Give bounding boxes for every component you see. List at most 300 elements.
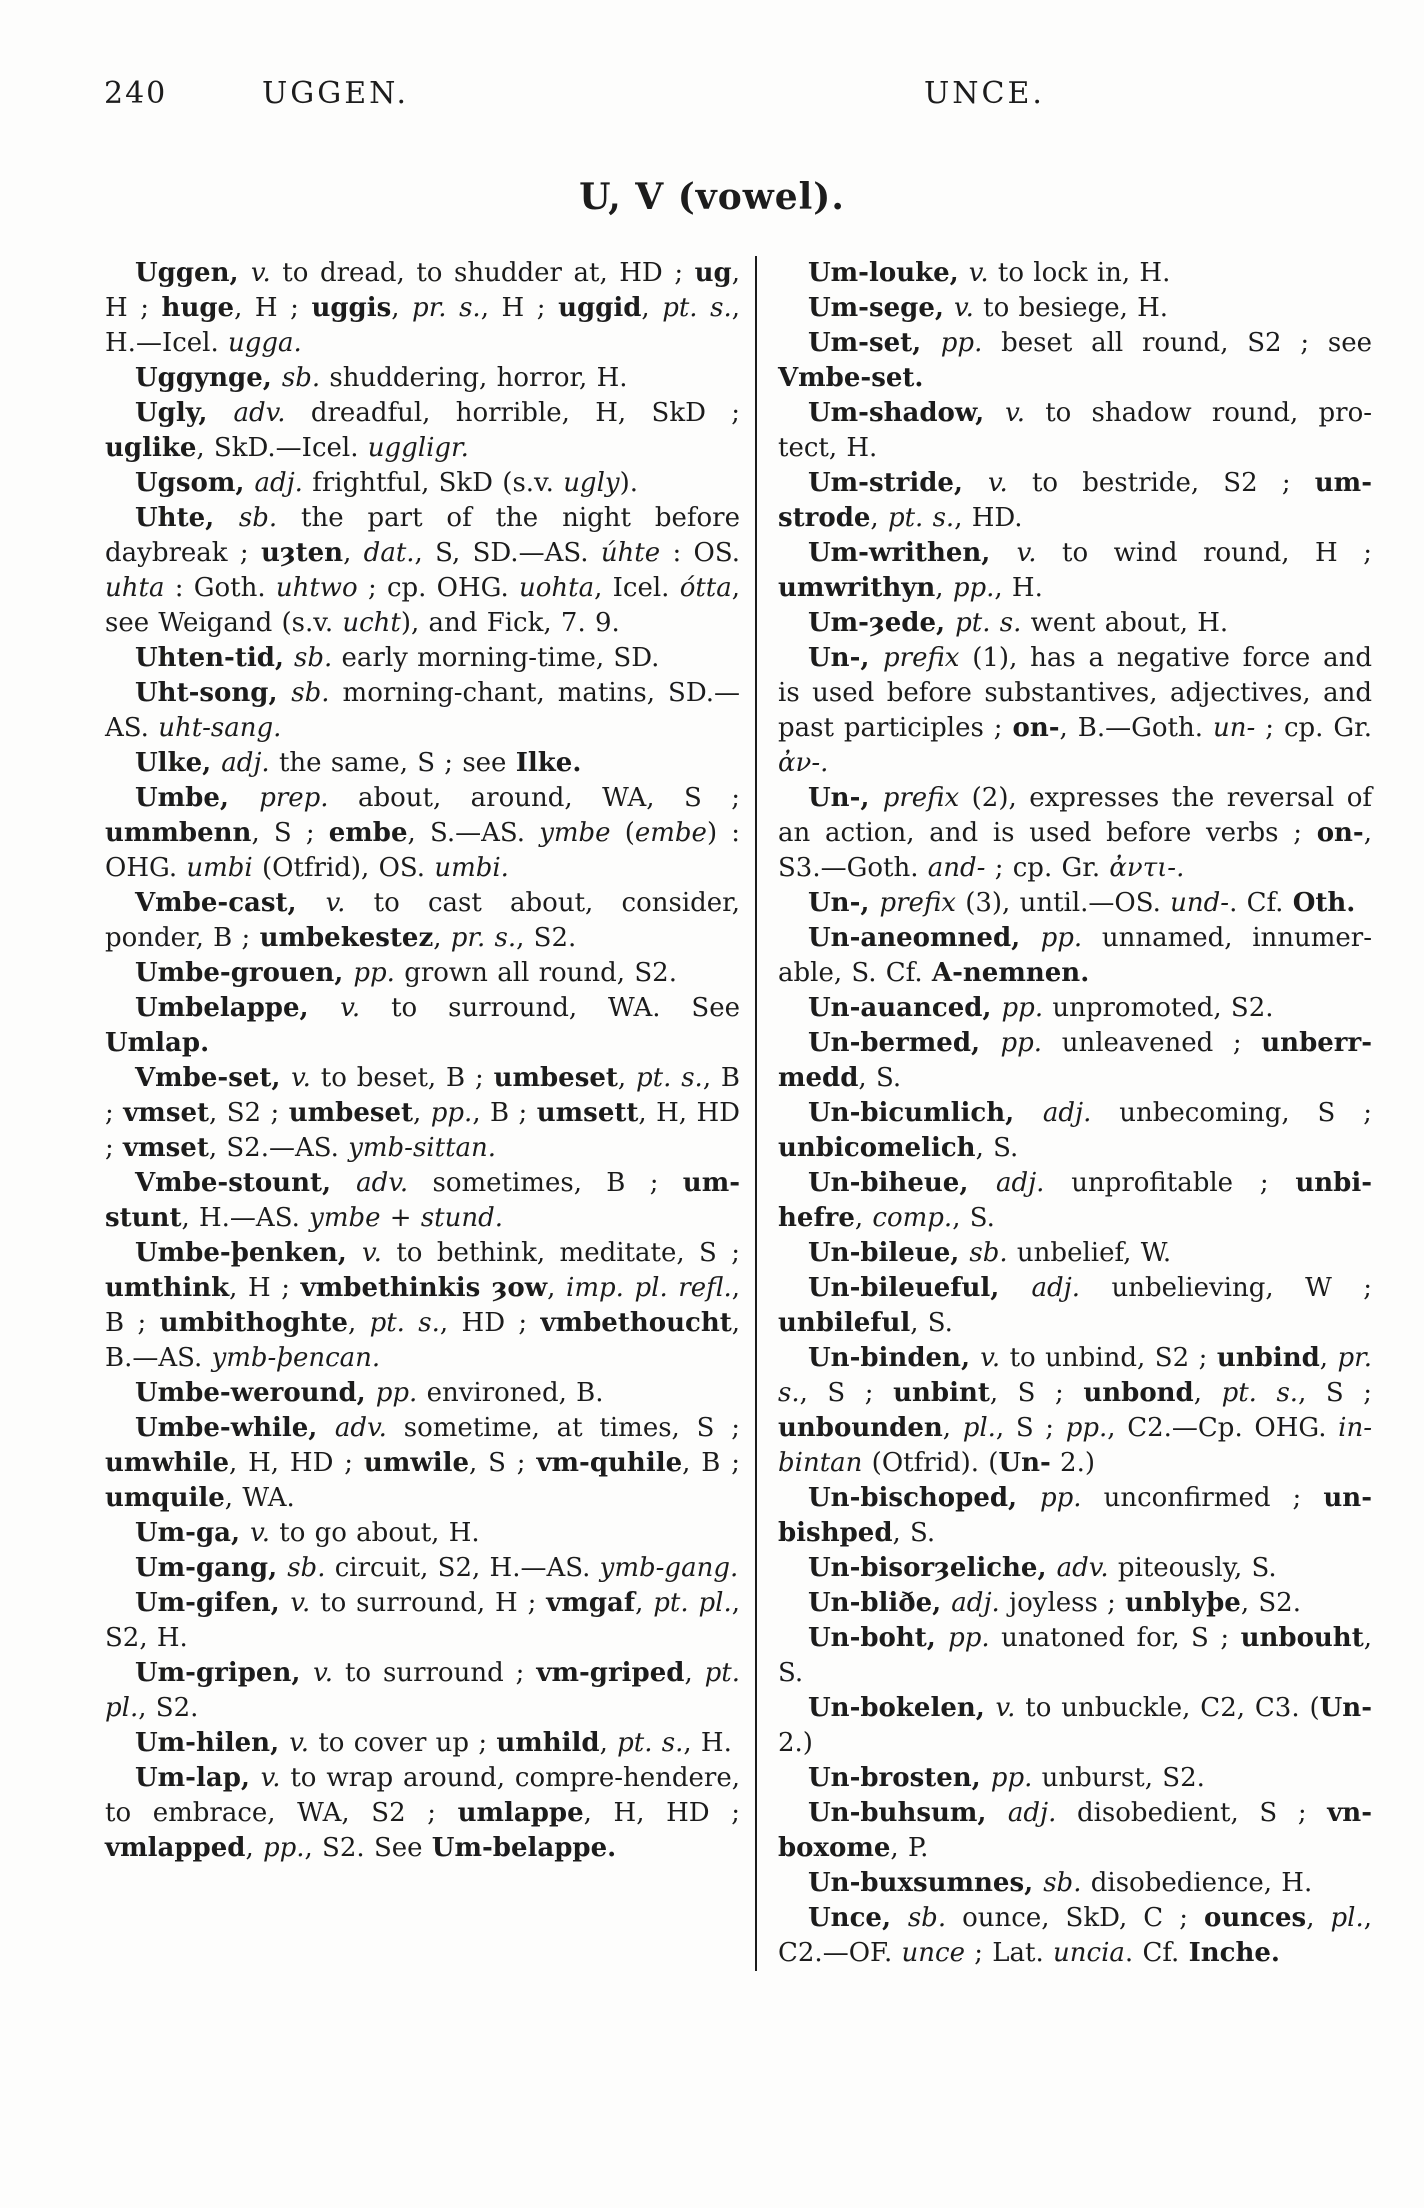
dictionary-entry (778, 1796, 1372, 1866)
entry-text: circuit, S2, H.—AS. (325, 1553, 600, 1583)
dictionary-entry (105, 641, 740, 676)
entry-italic-text: uggligr. (367, 433, 469, 463)
entry-text: , (635, 1588, 654, 1618)
entry-text: ), and Fick, 7. 9. (400, 608, 620, 638)
entry-italic-text: sb. (294, 643, 333, 673)
entry-text: unbelieving, W ; (1080, 1273, 1372, 1303)
entry-italic-text: v. (968, 258, 989, 288)
entry-italic-text: pr. s. (412, 293, 481, 323)
dictionary-entry (105, 746, 740, 781)
entry-italic-text: pt. pl. (653, 1588, 732, 1618)
entry-text: , H.—Icel. (105, 293, 741, 358)
dictionary-entry (105, 256, 740, 361)
entry-bold-text: vmbethinkis ȝow (300, 1273, 548, 1303)
entry-text: morning-chant, matins, SD.—AS. (105, 678, 741, 743)
entry-bold-text: huge (161, 293, 235, 323)
entry-bold-text: Um-set, (808, 328, 941, 358)
entry-bold-text: umbithoghte (159, 1308, 348, 1338)
entry-bold-text: Vmbe-stount, (135, 1168, 357, 1198)
entry-bold-text: embe (328, 818, 408, 848)
entry-text: , S.—AS. (407, 818, 540, 848)
running-head-right-word: UNCE. (924, 76, 1045, 111)
entry-italic-text: ymbe + stund. (309, 1203, 504, 1233)
entry-text: to shadow round, pro-tect, H. (778, 398, 1373, 463)
entry-text: , HD. (954, 503, 1023, 533)
entry-italic-text: pp. (430, 1098, 473, 1128)
entry-bold-text: Un-bicumlich, (808, 1098, 1043, 1128)
entry-bold-text: uglike (105, 433, 197, 463)
entry-text: to cast about, consider, ponder, B ; (105, 888, 740, 953)
entry-italic-text: pp. (1001, 993, 1044, 1023)
entry-text: , C2.—Cp. OHG. (1107, 1413, 1339, 1443)
entry-italic-text: v. (313, 1658, 334, 1688)
entry-text: , (599, 1728, 618, 1758)
entry-bold-text: Un-, (808, 783, 883, 813)
entry-text: , S2. See (304, 1833, 432, 1863)
entry-italic-text: uht-sang. (158, 713, 282, 743)
entry-italic-text: pt. pl. (105, 1658, 740, 1723)
entry-bold-text: vmset (123, 1133, 209, 1163)
dictionary-entry (778, 781, 1372, 886)
dictionary-entry (778, 886, 1372, 921)
section-title-note: (vowel). (664, 176, 845, 218)
entry-italic-text: adj. (221, 748, 270, 778)
dictionary-entry (105, 1516, 740, 1551)
entry-bold-text: vmlapped (105, 1833, 246, 1863)
entry-italic-text: uncia (1053, 1938, 1125, 1968)
entry-text: shuddering, horror, H. (320, 363, 628, 393)
entry-bold-text: A-nemnen. (931, 958, 1090, 988)
entry-bold-text: vmgaf (546, 1588, 636, 1618)
entry-bold-text: Umbe-þenken, (135, 1238, 363, 1268)
entry-text: to wrap around, compre-hendere, to embrace, WA, S2 ; (105, 1763, 741, 1828)
entry-text: unatoned for, S ; (989, 1623, 1241, 1653)
entry-italic-text: pl. (1330, 1903, 1364, 1933)
dictionary-entry (105, 361, 740, 396)
entry-italic-text: ucht (342, 608, 401, 638)
entry-text: , (684, 1658, 705, 1688)
entry-italic-text: v. (260, 1763, 281, 1793)
entry-italic-text: ugly (563, 468, 620, 498)
entry-italic-text: pp. (375, 1378, 418, 1408)
entry-bold-text: Un-bliðe, (808, 1588, 952, 1618)
entry-bold-text: vmbethoucht (540, 1308, 732, 1338)
entry-bold-text: umhild (496, 1728, 600, 1758)
entry-italic-text: adj. (951, 1588, 1000, 1618)
entry-text: , H ; (229, 1273, 301, 1303)
entry-text: , S ; (1298, 1378, 1372, 1408)
entry-bold-text: unbi-hefre (778, 1168, 1373, 1233)
entry-text: , B ; (105, 1273, 740, 1338)
entry-text: , (391, 293, 413, 323)
entry-text: to unbind, S2 ; (1000, 1343, 1217, 1373)
entry-bold-text: Umbe-while, (135, 1413, 335, 1443)
dictionary-entry (105, 991, 740, 1061)
entry-italic-text: prep. (259, 783, 329, 813)
entry-italic-text: v. (995, 1693, 1016, 1723)
entry-bold-text: Umbe-grouen, (135, 958, 354, 988)
entry-italic-text: pp. (353, 958, 395, 988)
entry-text: to wind round, H ; (1036, 538, 1372, 568)
entry-text: , Icel. (594, 573, 680, 603)
entry-text: , H, HD ; (229, 1448, 364, 1478)
entry-text: , H. (994, 573, 1043, 603)
entry-italic-text: pp. (1039, 1483, 1082, 1513)
entry-text: , C2.—OF. (778, 1903, 1373, 1968)
entry-text: , (343, 538, 364, 568)
entry-text: , S2. (516, 923, 577, 953)
entry-text: , S. (952, 1203, 995, 1233)
dictionary-entry (105, 1656, 740, 1726)
entry-italic-text: pt. s. (617, 1728, 684, 1758)
entry-text: ounce, SkD, C ; (946, 1903, 1205, 1933)
entry-text: unprofitable ; (1044, 1168, 1296, 1198)
entry-bold-text: Un- (1319, 1693, 1372, 1723)
entry-bold-text: ounces (1204, 1903, 1307, 1933)
entry-italic-text: v. (980, 1343, 1001, 1373)
entry-text: , S ; (799, 1378, 894, 1408)
dictionary-entry (778, 1621, 1372, 1691)
entry-bold-text: unbouht (1240, 1623, 1364, 1653)
entry-bold-text: Um-belappe. (431, 1833, 617, 1863)
dictionary-entry (778, 396, 1372, 466)
dictionary-entry (778, 1236, 1372, 1271)
dictionary-entry (778, 1551, 1372, 1586)
entry-bold-text: vm-griped (536, 1658, 685, 1688)
entry-bold-text: on- (1012, 713, 1060, 743)
entry-text: , S3.—Goth. (778, 818, 1372, 883)
entry-text: the same, S ; see (269, 748, 516, 778)
entry-italic-text: sb. (238, 503, 278, 533)
dictionary-entry (778, 326, 1372, 396)
entry-bold-text: Un-bischoped, (808, 1483, 1040, 1513)
dictionary-entry (778, 991, 1372, 1026)
entry-italic-text: v. (953, 293, 974, 323)
entry-italic-text: sb. (1043, 1868, 1082, 1898)
entry-text: unbecoming, S ; (1091, 1098, 1372, 1128)
left-column (105, 256, 740, 1971)
dictionary-entry (105, 1551, 740, 1586)
entry-text: , S2. (1240, 1588, 1301, 1618)
entry-text: , S ; (995, 1413, 1066, 1443)
entry-italic-text: pp. (948, 1623, 990, 1653)
entry-text: , H.—AS. (181, 1203, 310, 1233)
entry-bold-text: umwrithyn (778, 573, 936, 603)
entry-italic-text: pt. s. (887, 503, 955, 533)
entry-text: ( (610, 818, 635, 848)
entry-bold-text: Un-buhsum, (808, 1798, 1008, 1828)
dictionary-entry (778, 291, 1372, 326)
entry-italic-text: v. (325, 888, 346, 918)
entry-text: ). (619, 468, 639, 498)
entry-bold-text: um-stunt (105, 1168, 741, 1233)
entry-bold-text: umbeset (493, 1063, 618, 1093)
entry-bold-text: Un-boht, (808, 1623, 949, 1653)
entry-bold-text: Umbe, (135, 783, 260, 813)
entry-bold-text: Un-biheue, (808, 1168, 996, 1198)
entry-text: unnamed, innumer-able, S. Cf. (778, 923, 1372, 988)
entry-italic-text: prefix (883, 643, 960, 673)
entry-text: , H ; (480, 293, 559, 323)
entry-bold-text: Uggen, (135, 258, 251, 288)
entry-italic-text: pr. s. (778, 1343, 1373, 1408)
entry-bold-text: Um-gang, (135, 1553, 288, 1583)
entry-text: , S2.—AS. (208, 1133, 349, 1163)
entry-text: , S2, H. (105, 1588, 740, 1653)
dictionary-entry (778, 1271, 1372, 1341)
entry-bold-text: unbind (1216, 1343, 1320, 1373)
entry-text: . Cf. (1229, 888, 1293, 918)
entry-italic-text: v. (987, 468, 1008, 498)
entry-text: went about, H. (1021, 608, 1229, 638)
entry-text: , H, HD ; (583, 1798, 740, 1828)
entry-bold-text: Um-hilen, (135, 1728, 290, 1758)
entry-text: environed, B. (417, 1378, 604, 1408)
dictionary-entry (778, 256, 1372, 291)
entry-bold-text: Uhten-tid, (135, 643, 294, 673)
dictionary-entry (105, 956, 740, 991)
dictionary-entry (105, 1761, 740, 1866)
entry-text: frightful, SkD (s.v. (302, 468, 564, 498)
entry-text: , P. (890, 1833, 929, 1863)
entry-text: , S ; (251, 818, 329, 848)
entry-italic-text: and- (927, 853, 986, 883)
entry-italic-text: ymbe (539, 818, 611, 848)
entry-bold-text: vn-boxome (778, 1798, 1373, 1863)
entry-text: beset all round, S2 ; see (982, 328, 1372, 358)
entry-italic-text: ymb-þencan. (211, 1343, 381, 1373)
entry-italic-text: v. (290, 1588, 311, 1618)
entry-italic-text: und- (1170, 888, 1230, 918)
entry-text: , (413, 1098, 431, 1128)
entry-italic-text: ymb-gang. (599, 1553, 739, 1583)
dictionary-entry (105, 1726, 740, 1761)
entry-bold-text: Um-ȝede, (808, 608, 956, 638)
entry-italic-text: pp. (952, 573, 995, 603)
entry-text: unbelief, W. (1007, 1238, 1172, 1268)
entry-italic-text: adj. (995, 1168, 1045, 1198)
page-number: 240 (104, 76, 168, 111)
entry-text: unconfirmed ; (1081, 1483, 1324, 1513)
entry-text: , H ; (105, 258, 740, 323)
dictionary-entry (778, 1096, 1372, 1166)
entry-italic-text: v. (289, 1728, 310, 1758)
dictionary-entry (778, 1866, 1372, 1901)
entry-bold-text: Un-bermed, (808, 1028, 1001, 1058)
entry-text: , (245, 1833, 263, 1863)
dictionary-entry (778, 1691, 1372, 1761)
entry-text: joyless ; (999, 1588, 1126, 1618)
entry-text: (1), has a negative force and is used before substantives, adjectives, and past participles ; (778, 643, 1372, 743)
entry-text: : Goth. (164, 573, 276, 603)
entry-bold-text: on- (1316, 818, 1364, 848)
entry-bold-text: umbekestez (259, 923, 434, 953)
entry-text: , B ; (105, 1063, 741, 1128)
entry-bold-text: Ugsom, (135, 468, 255, 498)
entry-bold-text: Um-ga, (135, 1518, 251, 1548)
dictionary-entry (105, 396, 740, 466)
entry-text: 2.) (778, 1728, 813, 1758)
entry-italic-text: adv. (1056, 1553, 1109, 1583)
entry-text: to dread, to shudder at, HD ; (270, 258, 695, 288)
entry-italic-text: ótta (679, 573, 732, 603)
entry-bold-text: Uhte, (135, 503, 239, 533)
entry-text: (2), expresses the reversal of an action, and is used before verbs ; (778, 783, 1372, 848)
entry-italic-text: sb. (281, 363, 321, 393)
entry-text: , (942, 1413, 963, 1443)
entry-text: to go about, H. (269, 1518, 480, 1548)
dictionary-entry (105, 676, 740, 746)
entry-italic-text: pp. (1065, 1413, 1108, 1443)
entry-text: , (854, 1203, 873, 1233)
running-head-left-word: UGGEN. (262, 76, 409, 111)
entry-text: , (870, 503, 888, 533)
entry-bold-text: Un-bileueful, (808, 1273, 1032, 1303)
entry-bold-text: Ulke, (135, 748, 222, 778)
entry-text: ; cp. OHG. (357, 573, 520, 603)
entry-italic-text: adv. (334, 1413, 387, 1443)
entry-text: , B.—Goth. (1059, 713, 1213, 743)
entry-text: , (641, 293, 663, 323)
entry-italic-text: embe (634, 818, 707, 848)
entry-italic-text: pp. (1040, 923, 1083, 953)
dictionary-entry (105, 781, 740, 886)
entry-bold-text: Um-lap, (135, 1763, 261, 1793)
entry-text: , (433, 923, 451, 953)
entry-text: , S ; (989, 1378, 1084, 1408)
entry-bold-text: Vmbe-set. (778, 363, 924, 393)
entry-italic-text: imp. pl. refl. (566, 1273, 732, 1303)
entry-bold-text: Um-gifen, (135, 1588, 291, 1618)
entry-bold-text: Umlap. (105, 1028, 210, 1058)
entry-text: , (1306, 1903, 1331, 1933)
entry-bold-text: Um-shadow, (808, 398, 1006, 428)
entry-bold-text: Un-aneomned, (808, 923, 1041, 953)
entry-italic-text: uohta (519, 573, 595, 603)
entry-bold-text: vm-quhile (536, 1448, 683, 1478)
entry-text: : OS. (660, 538, 740, 568)
entry-text: , SkD.—Icel. (196, 433, 368, 463)
entry-italic-text: pp. (990, 1763, 1033, 1793)
entry-italic-text: ἀντι-. (1109, 853, 1185, 883)
entry-italic-text: pt. s. (1221, 1378, 1299, 1408)
dictionary-entry (778, 536, 1372, 606)
entry-text: . Cf. (1124, 1938, 1189, 1968)
entry-text: sometimes, B ; (408, 1168, 683, 1198)
dictionary-entry (778, 1586, 1372, 1621)
entry-italic-text: pt. s. (369, 1308, 440, 1338)
entry-italic-text: sb. (907, 1903, 947, 1933)
dictionary-entry (105, 466, 740, 501)
entry-text: dreadful, horrible, H, SkD ; (285, 398, 740, 428)
entry-italic-text: pr. s. (450, 923, 517, 953)
entry-text: piteously, S. (1108, 1553, 1277, 1583)
entry-text: to besiege, H. (973, 293, 1169, 323)
dictionary-entry (778, 466, 1372, 536)
entry-text: , (935, 573, 953, 603)
entry-text: ; cp. Gr. (1255, 713, 1372, 743)
entry-bold-text: Um-writhen, (808, 538, 1017, 568)
entry-bold-text: Un-brosten, (808, 1763, 991, 1793)
entry-bold-text: un-bishped (778, 1483, 1372, 1548)
entry-text: , B.—AS. (105, 1308, 741, 1373)
entry-bold-text: ummbenn (105, 818, 252, 848)
entry-text: , HD ; (439, 1308, 541, 1338)
entry-bold-text: Inche. (1188, 1938, 1280, 1968)
entry-italic-text: pt. s. (636, 1063, 703, 1093)
entry-text: , (617, 1063, 636, 1093)
entry-text: , see Weigand (s.v. (105, 573, 741, 638)
entry-bold-text: Un-bileue, (808, 1238, 970, 1268)
entry-italic-text: dat. (363, 538, 415, 568)
entry-italic-text: pl. (962, 1413, 996, 1443)
entry-text: ; cp. Gr. (985, 853, 1110, 883)
entry-bold-text: unbond (1083, 1378, 1194, 1408)
entry-italic-text: pt. s. (955, 608, 1022, 638)
entry-italic-text: pp. (262, 1833, 305, 1863)
entry-bold-text: umlappe (457, 1798, 584, 1828)
entry-text: , S. (778, 1623, 1372, 1688)
section-title-letters: U, V (579, 176, 665, 218)
entry-bold-text: Umbe-weround, (135, 1378, 376, 1408)
entry-bold-text: umwile (363, 1448, 470, 1478)
entry-italic-text: v. (1005, 398, 1026, 428)
entry-italic-text: unce (901, 1938, 965, 1968)
entry-bold-text: um-strode (778, 468, 1372, 533)
entry-text: , B ; (682, 1448, 740, 1478)
entry-bold-text: Um-louke, (808, 258, 969, 288)
entry-text: disobedient, S ; (1056, 1798, 1328, 1828)
entry-italic-text: v. (291, 1063, 311, 1093)
entry-text: ) : OHG. (105, 818, 740, 883)
entry-italic-text: v. (250, 1518, 270, 1548)
entry-italic-text: ymb-sittan. (348, 1133, 497, 1163)
entry-bold-text: unbileful (778, 1308, 911, 1338)
dictionary-entry (778, 641, 1372, 781)
entry-bold-text: Um-sege, (808, 293, 954, 323)
entry-italic-text: v. (250, 258, 271, 288)
entry-italic-text: adj. (254, 468, 303, 498)
entry-italic-text: umbi. (434, 853, 509, 883)
entry-bold-text: Un-, (808, 888, 880, 918)
entry-italic-text: adj. (1031, 1273, 1081, 1303)
entry-italic-text: pt. s. (662, 293, 732, 323)
entry-text: ; Lat. (965, 1938, 1054, 1968)
entry-text: , S. (975, 1133, 1019, 1163)
entry-italic-text: in-bintan (778, 1413, 1372, 1478)
entry-text: , S, SD.—AS. (414, 538, 601, 568)
entry-text: grown all round, S2. (394, 958, 677, 988)
entry-bold-text: Un-buxsumnes, (808, 1868, 1044, 1898)
entry-italic-text: adv. (233, 398, 286, 428)
entry-italic-text: ἀν-. (778, 748, 829, 778)
entry-italic-text: sb. (291, 678, 330, 708)
entry-text: to surround, WA. See (360, 993, 740, 1023)
dictionary-entry (778, 1341, 1372, 1481)
entry-text: early morning-time, SD. (332, 643, 660, 673)
entry-bold-text: Umbelappe, (135, 993, 341, 1023)
entry-text: , S. (892, 1518, 936, 1548)
dictionary-entry (778, 1901, 1372, 1971)
entry-bold-text: unbicomelich (778, 1133, 976, 1163)
entry-italic-text: sb. (969, 1238, 1008, 1268)
entry-text: to surround ; (333, 1658, 537, 1688)
entry-bold-text: Un-binden, (808, 1343, 981, 1373)
entry-text: , H ; (234, 293, 312, 323)
entry-italic-text: ugga. (228, 328, 302, 358)
entry-bold-text: unblyþe (1125, 1588, 1241, 1618)
entry-text: to beset, B ; (310, 1063, 494, 1093)
